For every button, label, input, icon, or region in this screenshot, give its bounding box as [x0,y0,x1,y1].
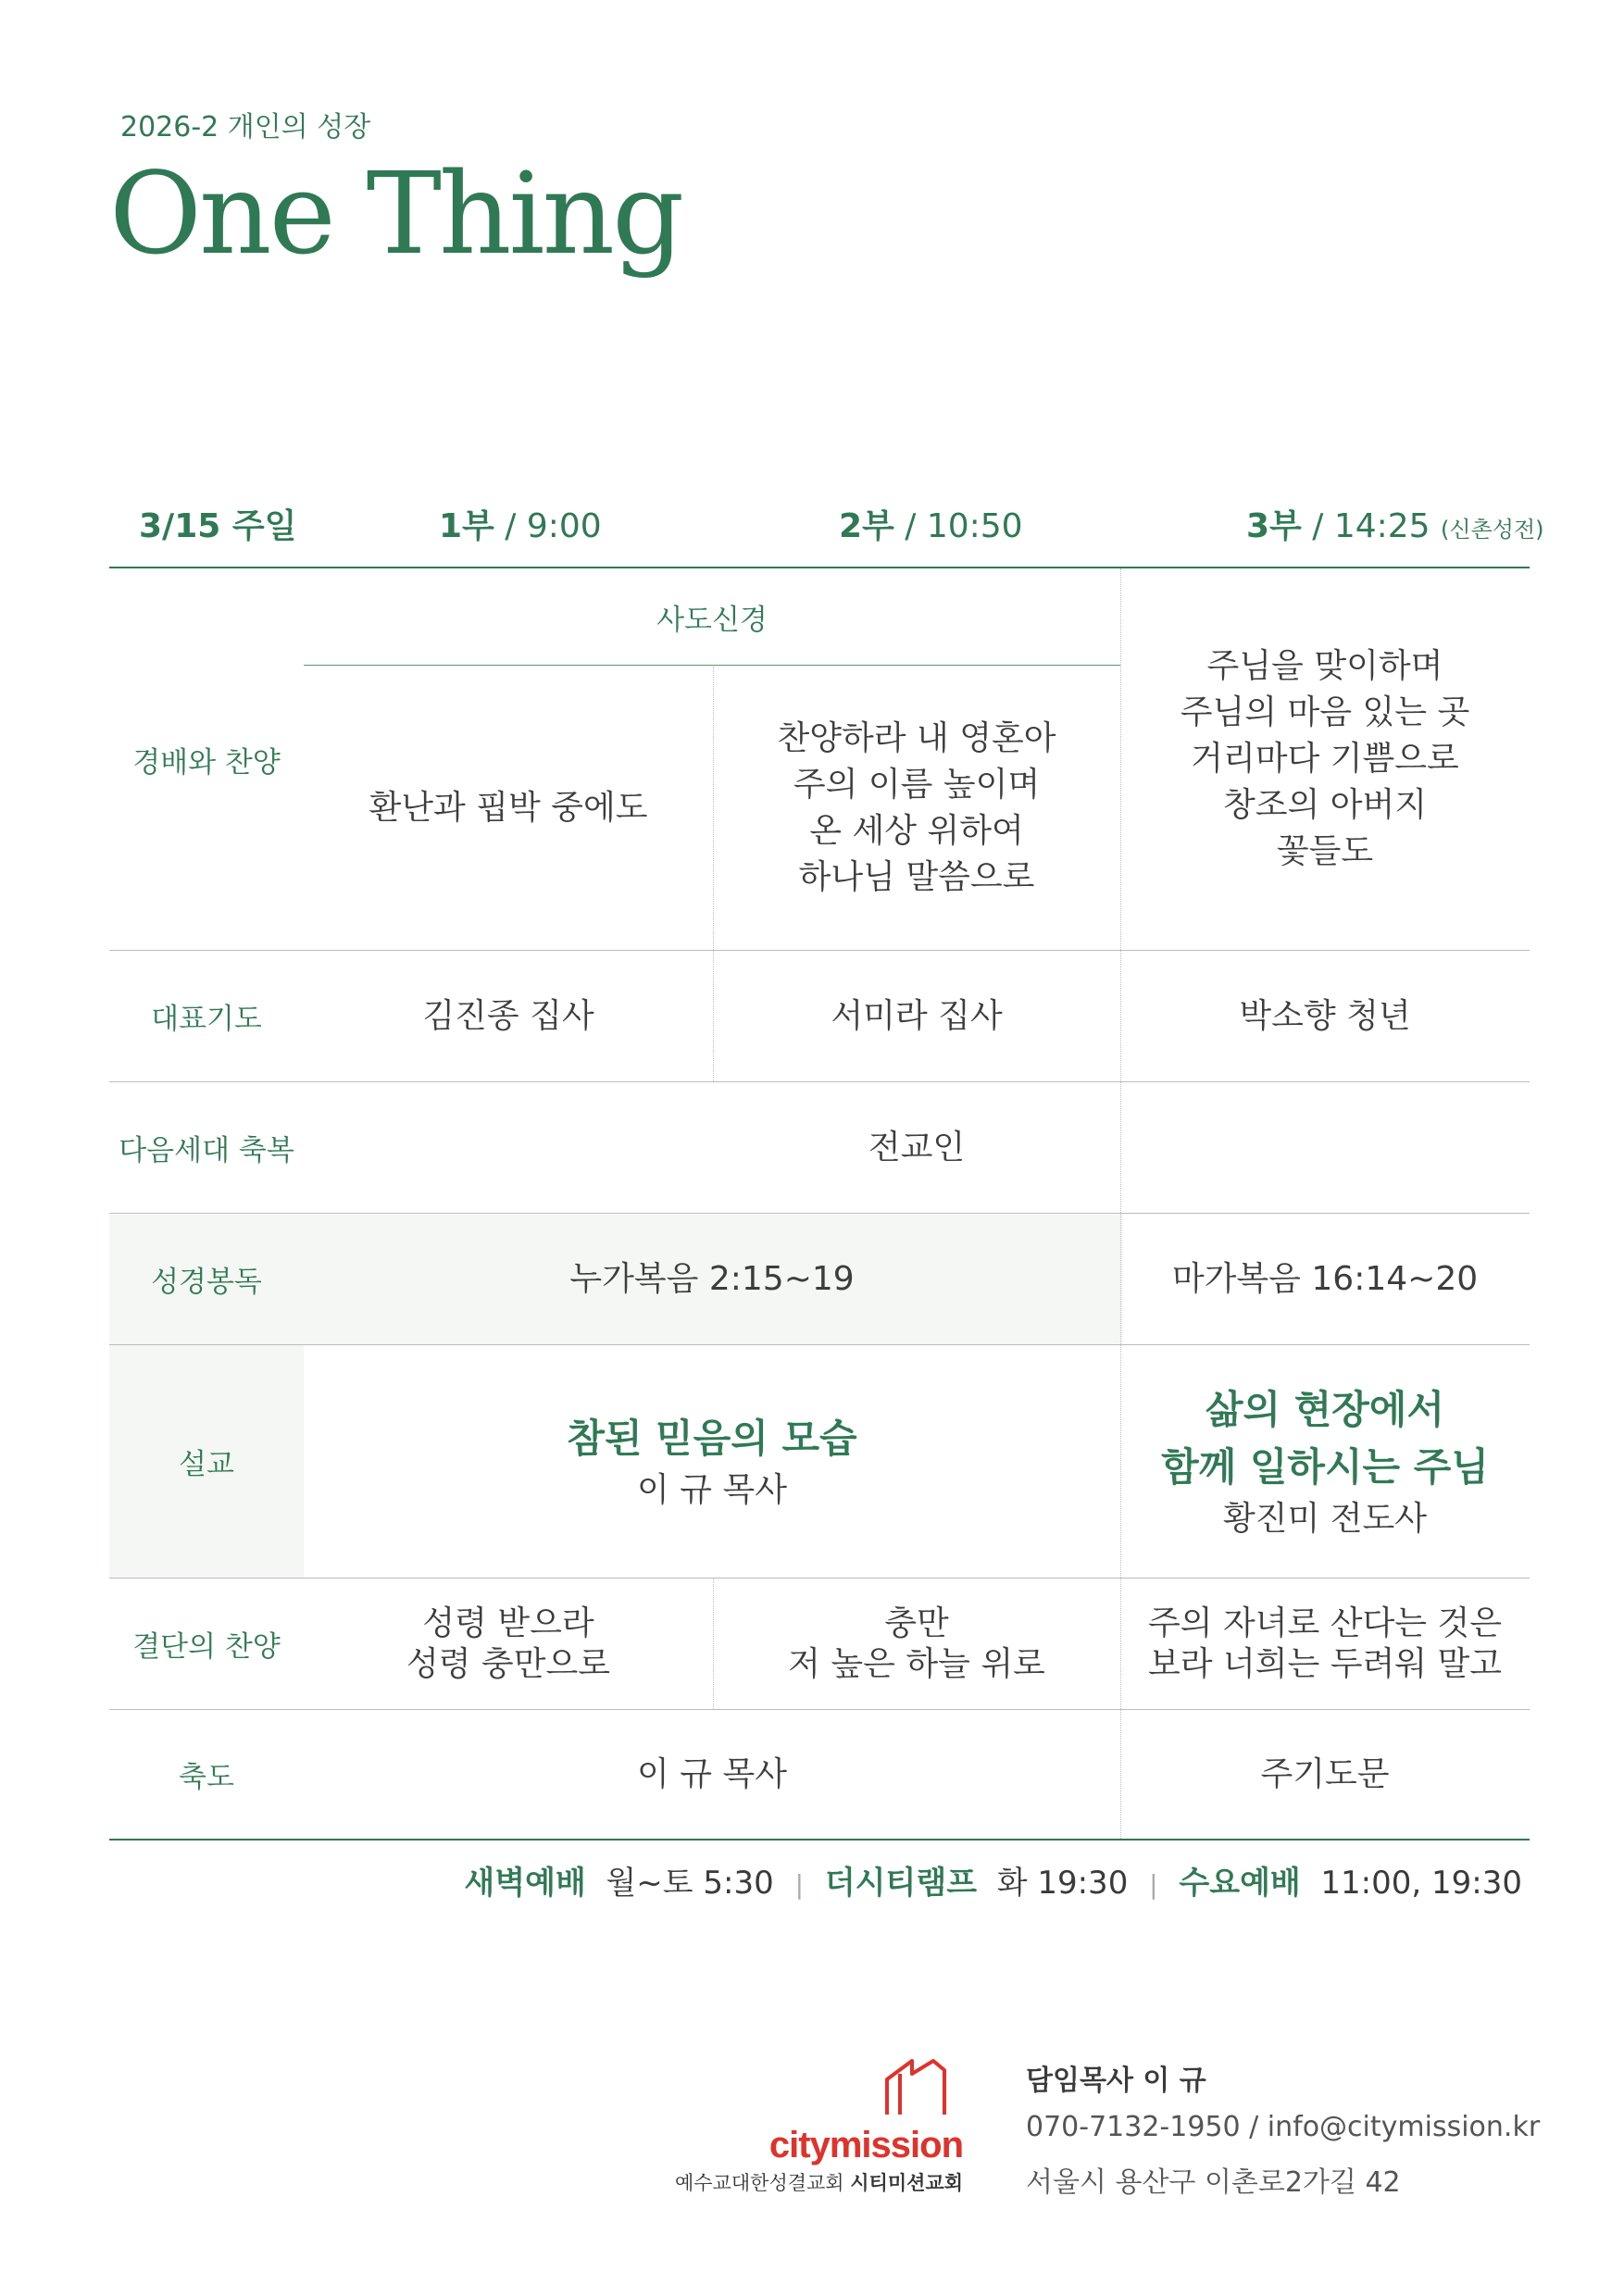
row-label-benediction: 축도 [179,1761,234,1794]
sermon-title: 함께 일하시는 주님 [1161,1443,1489,1490]
sermon-title: 삶의 현장에서 [1205,1386,1445,1432]
sermon-preacher: 이 규 목사 [637,1470,787,1509]
scripture-first-second: 누가복음 2:15~19 [569,1259,855,1298]
scripture-third: 마가복음 16:14~20 [1171,1259,1479,1298]
service-second: 2부 / 10:50 [839,507,1023,545]
worship-second: 찬양하라 내 영혼아 주의 이름 높이며 온 세상 위하여 하나님 말씀으로 [777,719,1056,896]
pastor: 담임목사 이 규 [1026,2065,1206,2097]
sermon-preacher: 황진미 전도사 [1222,1499,1428,1538]
church-logo [667,2048,972,2196]
service-third: 3부 / 14:25 (신촌성전) [1246,507,1544,545]
page-title: One Thing [109,148,682,280]
church-name: 예수교대한성결교회 시티미션교회 [675,2172,963,2194]
service-first: 1부 / 9:00 [439,507,602,545]
address: 서울시 용산구 이촌로2가길 42 [1026,2166,1401,2199]
response-second: 충만 저 높은 하늘 위로 [788,1603,1045,1683]
contact: 070-7132-1950 / info@citymission.kr [1026,2111,1541,2143]
worship-third: 주님을 맞이하며 주님의 마음 있는 곳 거리마다 기쁨으로 창조의 아버지 꽃들도 [1180,647,1470,870]
blessing-all: 전교인 [868,1128,966,1167]
row-label-prayer: 대표기도 [151,1003,262,1036]
sermon-third [1120,1345,1530,1578]
prayer-second: 서미라 집사 [831,996,1003,1035]
row-label-blessing: 다음세대 축복 [119,1134,294,1167]
row-label-sermon: 설교 [179,1448,234,1481]
prayer-third: 박소향 청년 [1239,996,1411,1035]
row-label-worship: 경배와 찬양 [132,745,281,780]
sermon-title: 참된 믿음의 모습 [567,1415,857,1461]
benediction-first-second: 이 규 목사 [637,1754,787,1793]
creed-rule [304,665,1120,666]
row-label-scripture: 성경봉독 [151,1266,262,1299]
benediction-third: 주기도문 [1260,1754,1390,1793]
response-first: 성령 받으라 성령 충만으로 [406,1603,611,1683]
subtitle: 2026-2 개인의 성장 [120,111,371,144]
weekly-schedule: 새벽예배 월~토 5:30 | 더시티램프 화 19:30 | 수요예배 11:00, 19:30 [464,1865,1522,1902]
service-date: 3/15 주일 [139,507,297,545]
creed: 사도신경 [656,603,768,637]
table-bottom-rule [109,1839,1530,1841]
response-third: 주의 자녀로 산다는 것은 보라 너희는 두려워 말고 [1147,1603,1503,1683]
row-label-response: 결단의 찬양 [132,1630,281,1664]
sermon-first-second [304,1345,1120,1578]
worship-first: 환난과 핍박 중에도 [369,789,648,827]
logo-wordmark: citymission [768,2125,963,2165]
prayer-first: 김진종 집사 [422,996,594,1035]
